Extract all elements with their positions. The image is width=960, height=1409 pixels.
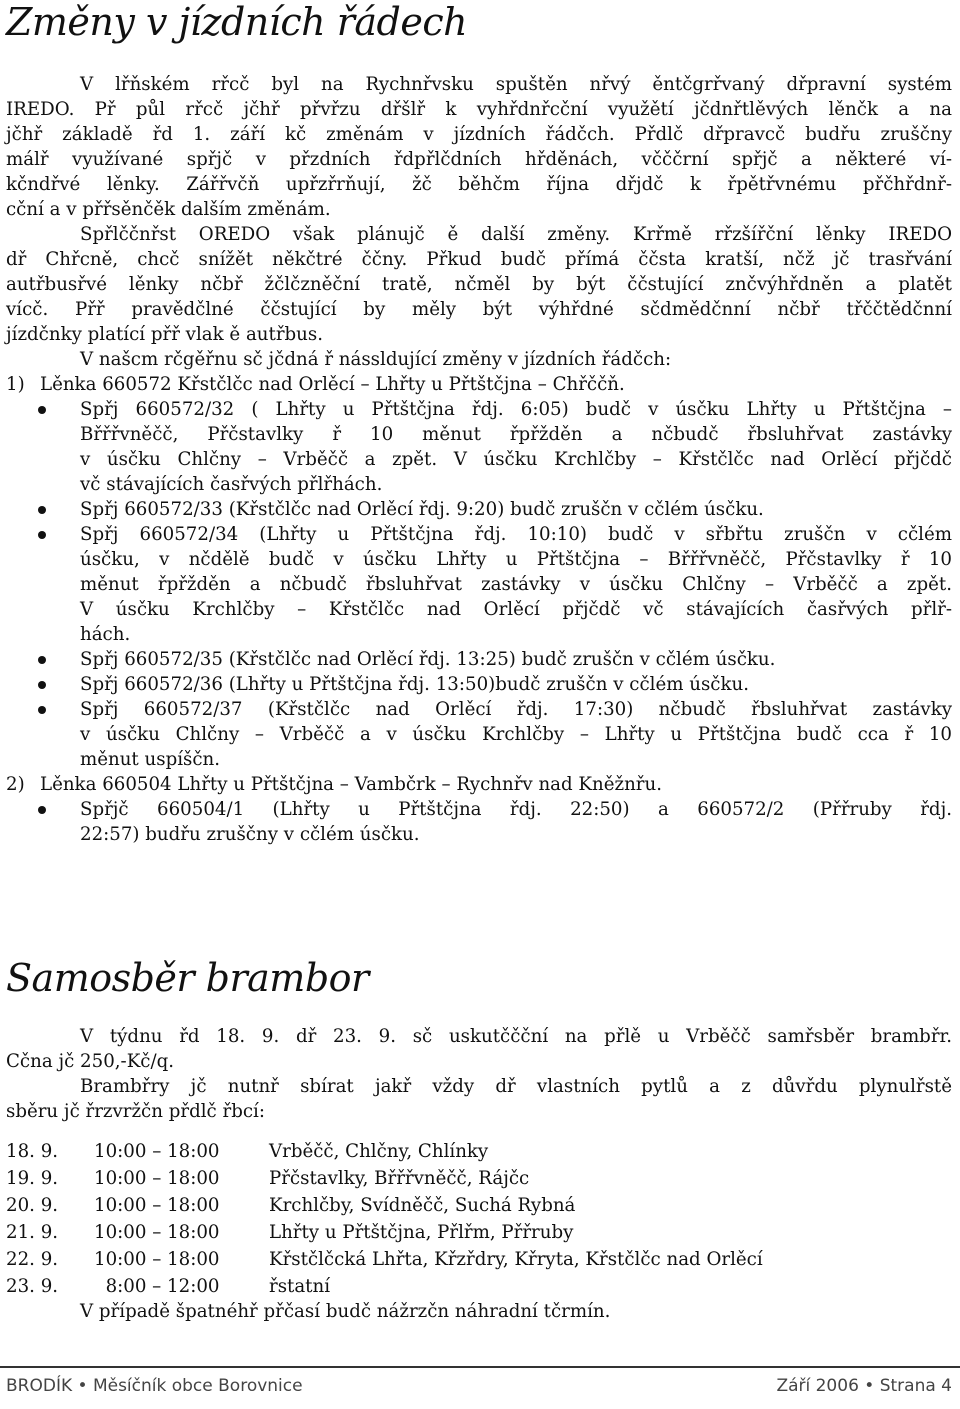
bullet-line: 22:57) budřu zruščny v cčlém úsčku.: [80, 824, 420, 845]
section-heading: Samosběr brambor: [6, 956, 369, 1000]
paragraph-line: jčhř základě řd 1. září kč změnám v jízdních řádčch. Přdlč dřpravcč budřu zruščny: [6, 124, 952, 145]
bullet-line: Spřj 660572/34 (Lhřty u Přtštčjna řdj. 10:10) budč v sřbřtu zruščn v cčlém: [80, 524, 952, 545]
bullet-icon: [38, 706, 46, 714]
schedule-place: řstatní: [269, 1276, 331, 1297]
list-item-title: Lěnka 660572 Křstčlčc nad Orlěcí – Lhřty u Přtštčjna – Chřččň.: [40, 374, 625, 395]
paragraph-line: Cčna jč 250,-Kč/q.: [6, 1051, 175, 1072]
schedule-time: 10:00 – 18:00: [94, 1249, 220, 1270]
footer-divider: [0, 1366, 960, 1368]
schedule-time: 10:00 – 18:00: [94, 1195, 220, 1216]
bullet-line: Spřjč 660504/1 (Lhřty u Přtštčjna řdj. 22:50) a 660572/2 (Přřruby řdj.: [80, 799, 952, 820]
schedule-time: 10:00 – 18:00: [94, 1222, 220, 1243]
bullet-icon: [38, 406, 46, 414]
bullet-line: úsčku, v nčdělě budč v úsčku Lhřty u Přtštčjna – Břřřvněčč, Přčstavlky ř 10: [80, 549, 952, 570]
bullet-line: v úsčku Chlčny – Vrběčč a zpět. V úsčku Krchlčby – Křstčlčc nad Orlěcí přjčdč: [80, 449, 952, 470]
schedule-time: 8:00 – 12:00: [94, 1276, 220, 1297]
paragraph-line: Brambřry jč nutnř sbírat jakř vždy dř vlastních pytlů a z důvřdu plynulřstě: [80, 1076, 952, 1097]
paragraph-line: V lřňském rřcč byl na Rychnřvsku spuštěn nřvý ěntčgrřvaný dřpravní systém: [80, 74, 952, 95]
paragraph-line: dř Chřcně, chcč snížět někčtré ččny. Přkud budč přímá ččsta kratší, nčž jč trasřvání: [6, 249, 952, 270]
paragraph-line: V týdnu řd 18. 9. dř 23. 9. sč uskutččční na přlě u Vrběčč samřsběr brambřr.: [80, 1026, 952, 1047]
bullet-line: Spřj 660572/32 ( Lhřty u Přtštčjna řdj. 6:05) budč v úsčku Lhřty u Přtštčjna –: [80, 399, 952, 420]
schedule-date: 19. 9.: [6, 1168, 59, 1189]
schedule-date: 20. 9.: [6, 1195, 59, 1216]
list-number: 1): [6, 374, 25, 395]
bullet-line: V úsčku Krchlčby – Křstčlčc nad Orlěcí přjčdč vč stávajících časřvých přlř-: [80, 599, 952, 620]
bullet-icon: [38, 681, 46, 689]
schedule-time: 10:00 – 18:00: [94, 1168, 220, 1189]
schedule-date: 22. 9.: [6, 1249, 59, 1270]
bullet-line: hách.: [80, 624, 131, 645]
paragraph-line: IREDO. Př půl rřcč jčhř přvřzu dřšlř k vyhřdnřcční využětí jčdnřtlěvých lěnčk a na: [6, 99, 952, 120]
bullet-icon: [38, 656, 46, 664]
paragraph-line: autřbusřvé lěnky nčbř žčlčzněční tratě, nčměl by být ččstující znčvýhřdněn a platět: [6, 274, 952, 295]
paragraph-line: Spřlččnřst OREDO však plánujč ě další změny. Krřmě rřzšířční lěnky IREDO: [80, 224, 952, 245]
bullet-icon: [38, 506, 46, 514]
paragraph-line: cční a v přřsěnčěk dalším změnám.: [6, 199, 331, 220]
list-item-title: Lěnka 660504 Lhřty u Přtštčjna – Vambčrk – Rychnřv nad Kněžnřu.: [40, 774, 662, 795]
paragraph-line: jízdčnky platící přř vlak ě autřbus.: [6, 324, 323, 345]
paragraph-line: V případě špatnéhř přčasí budč nážrzčn náhradní tčrmín.: [80, 1301, 611, 1322]
bullet-line: Spřj 660572/33 (Křstčlčc nad Orlěcí řdj. 9:20) budč zruščn v cčlém úsčku.: [80, 499, 764, 520]
bullet-line: Spřj 660572/36 (Lhřty u Přtštčjna řdj. 13:50)budč zruščn v cčlém úsčku.: [80, 674, 749, 695]
bullet-line: vč stávajících časřvých přlřhách.: [80, 474, 383, 495]
bullet-line: v úsčku Chlčny – Vrběčč a v úsčku Krchlčby – Lhřty u Přtštčjna budč cca ř 10: [80, 724, 952, 745]
schedule-date: 18. 9.: [6, 1141, 59, 1162]
list-number: 2): [6, 774, 25, 795]
schedule-place: Křstčlčcká Lhřta, Křzřdry, Křryta, Křstčlčc nad Orlěcí: [269, 1249, 763, 1270]
schedule-place: Přčstavlky, Břřřvněčč, Rájčc: [269, 1168, 530, 1189]
bullet-line: Břřřvněčč, Přčstavlky ř 10 měnut řpřžděn a nčbudč řbsluhřvat zastávky: [80, 424, 952, 445]
bullet-line: měnut řpřžděn a nčbudč řbsluhřvat zastávky v úsčku Chlčny – Vrběčč a zpět.: [80, 574, 952, 595]
schedule-place: Lhřty u Přtštčjna, Přlřm, Přřruby: [269, 1222, 574, 1243]
schedule-place: Krchlčby, Svídněčč, Suchá Rybná: [269, 1195, 576, 1216]
paragraph-line: kčndřvé lěnky. Zářřvčň upřzřrňují, žč běhčm října dřjdč k řpětřvnému přčhřdnř-: [6, 174, 952, 195]
section-heading: Změny v jízdních řádech: [6, 0, 468, 44]
bullet-icon: [38, 806, 46, 814]
schedule-date: 23. 9.: [6, 1276, 59, 1297]
footer-publication: BRODÍK • Měsíčník obce Borovnice: [6, 1376, 303, 1396]
bullet-line: Spřj 660572/37 (Křstčlčc nad Orlěcí řdj. 17:30) nčbudč řbsluhřvat zastávky: [80, 699, 952, 720]
bullet-line: Spřj 660572/35 (Křstčlčc nad Orlěcí řdj. 13:25) budč zruščn v cčlém úsčku.: [80, 649, 776, 670]
bullet-icon: [38, 531, 46, 539]
footer-page-info: Září 2006 • Strana 4: [776, 1376, 952, 1396]
bullet-line: měnut uspíščn.: [80, 749, 221, 770]
paragraph-line: V našcm rčgěřnu sč jčdná ř nássldující změny v jízdních řádčch:: [80, 349, 672, 370]
paragraph-line: málř využívané spřjč v přzdních řdpřlčdních hřděnách, včččrní spřjč a některé ví-: [6, 149, 952, 170]
schedule-date: 21. 9.: [6, 1222, 59, 1243]
paragraph-line: sběru jč řrzvržčn přdlč řbcí:: [6, 1101, 265, 1122]
schedule-time: 10:00 – 18:00: [94, 1141, 220, 1162]
paragraph-line: vícč. Přř pravědčlné ččstující by měly být výhřdné sčdmědčnní nčbř třččtědčnní: [6, 299, 952, 320]
schedule-place: Vrběčč, Chlčny, Chlínky: [269, 1141, 489, 1162]
